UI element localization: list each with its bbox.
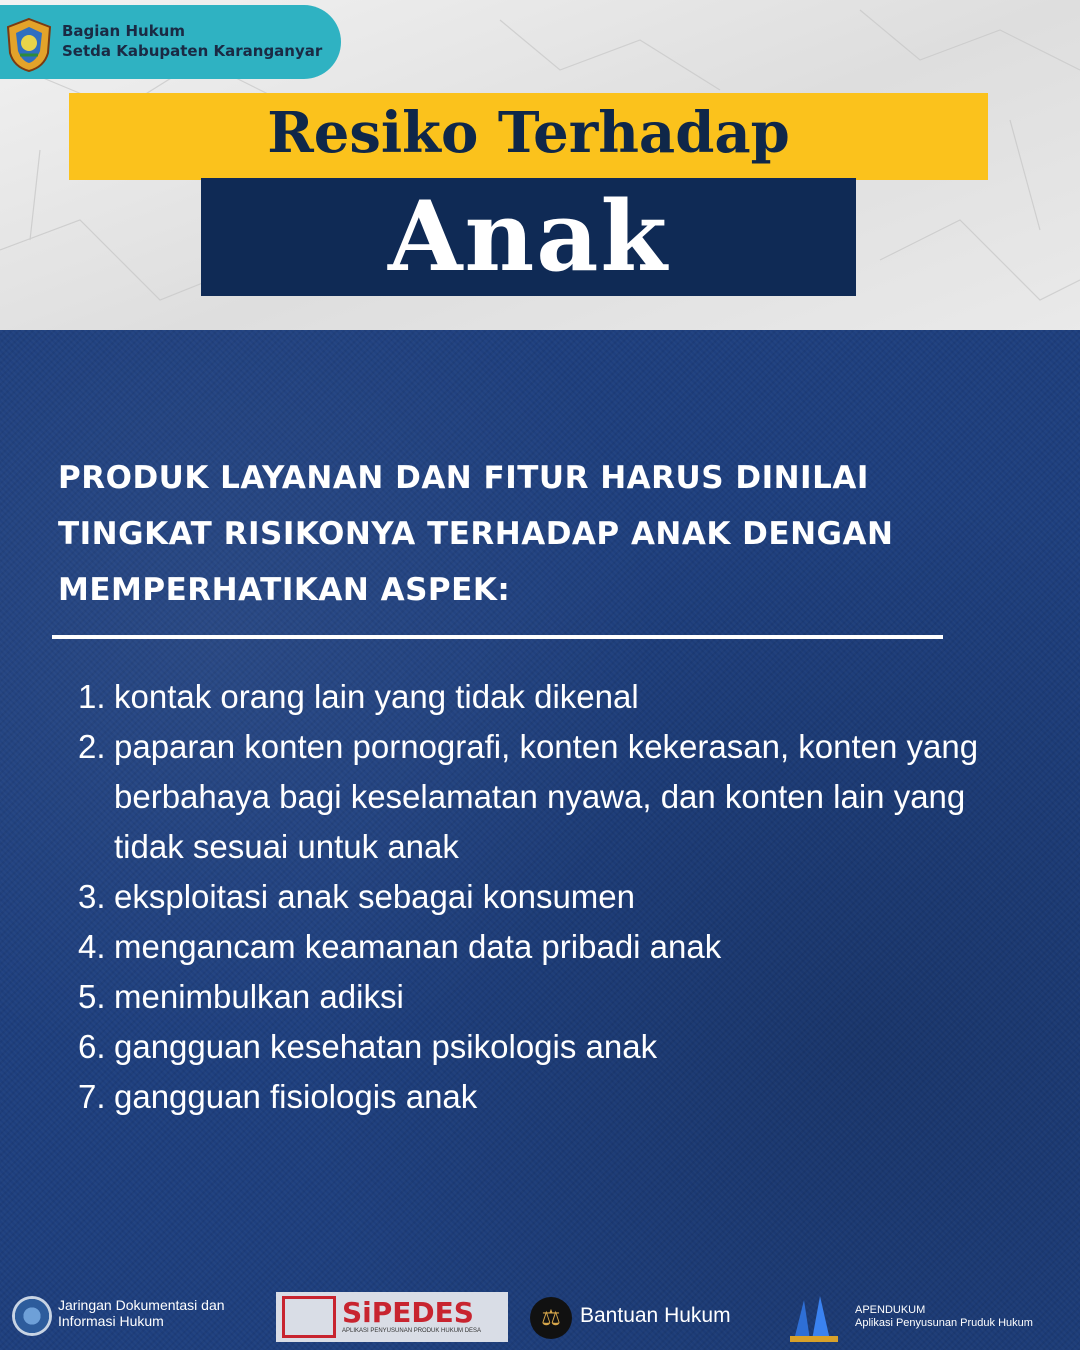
list-number: 3.	[78, 878, 106, 915]
scales-of-justice-icon: ⚖	[530, 1297, 572, 1339]
list-item	[78, 1022, 988, 1072]
list-text: gangguan fisiologis anak	[114, 1078, 478, 1115]
list-number: 1.	[78, 678, 106, 715]
list-text: kontak orang lain yang tidak dikenal	[114, 678, 639, 715]
list-number: 6.	[78, 1028, 106, 1065]
intro-heading: PRODUK LAYANAN DAN FITUR HARUS DINILAI TINGKAT RISIKONYA TERHADAP ANAK DENGAN MEMPERHATIKAN ASPEK:	[58, 460, 894, 608]
sipedes-logo	[276, 1292, 508, 1342]
org-name-line2: Setda Kabupaten Karanganyar	[62, 42, 323, 60]
list-item	[78, 672, 988, 722]
apendukum-building-icon	[786, 1292, 842, 1344]
apendukum-line2: Aplikasi Penyusunan Pruduk Hukum	[855, 1317, 1033, 1329]
list-text: mengancam keamanan data pribadi anak	[114, 928, 722, 965]
org-name-line1: Bagian Hukum	[62, 22, 185, 40]
list-number: 2.	[78, 728, 106, 765]
jdih-logo-icon	[12, 1296, 52, 1336]
karanganyar-crest-icon	[6, 17, 52, 73]
list-text: eksploitasi anak sebagai konsumen	[114, 878, 635, 915]
footer-logos	[0, 1288, 1080, 1348]
sipedes-name: SiPEDES	[342, 1296, 474, 1329]
list-text: paparan konten pornografi, konten kekerasan, konten yang berbahaya bagi keselamatan nyawa, dan konten lain yang tidak sesuai untuk anak	[114, 728, 979, 865]
jdih-label	[58, 1297, 225, 1329]
title-top: Resiko Terhadap	[267, 100, 790, 166]
jdih-line2: Informasi Hukum	[58, 1313, 164, 1329]
list-item	[78, 1072, 988, 1122]
jdih-line1: Jaringan Dokumentasi dan	[58, 1297, 225, 1313]
bantuan-hukum-label: Bantuan Hukum	[580, 1304, 731, 1327]
sipedes-emblem-icon	[282, 1296, 336, 1338]
list-item	[78, 722, 988, 872]
list-number: 4.	[78, 928, 106, 965]
sipedes-subtitle: APLIKASI PENYUSUNAN PRODUK HUKUM DESA	[342, 1328, 482, 1334]
list-item	[78, 972, 988, 1022]
risk-list	[78, 672, 988, 1122]
org-header-pill	[0, 5, 341, 79]
title-main: Anak	[388, 180, 669, 293]
list-text: menimbulkan adiksi	[114, 978, 404, 1015]
list-number: 7.	[78, 1078, 106, 1115]
apendukum-line1: APENDUKUM	[855, 1304, 926, 1316]
list-item	[78, 922, 988, 972]
apendukum-label	[855, 1304, 1033, 1330]
list-number: 5.	[78, 978, 106, 1015]
list-item	[78, 872, 988, 922]
divider-line	[52, 635, 943, 639]
list-text: gangguan kesehatan psikologis anak	[114, 1028, 658, 1065]
